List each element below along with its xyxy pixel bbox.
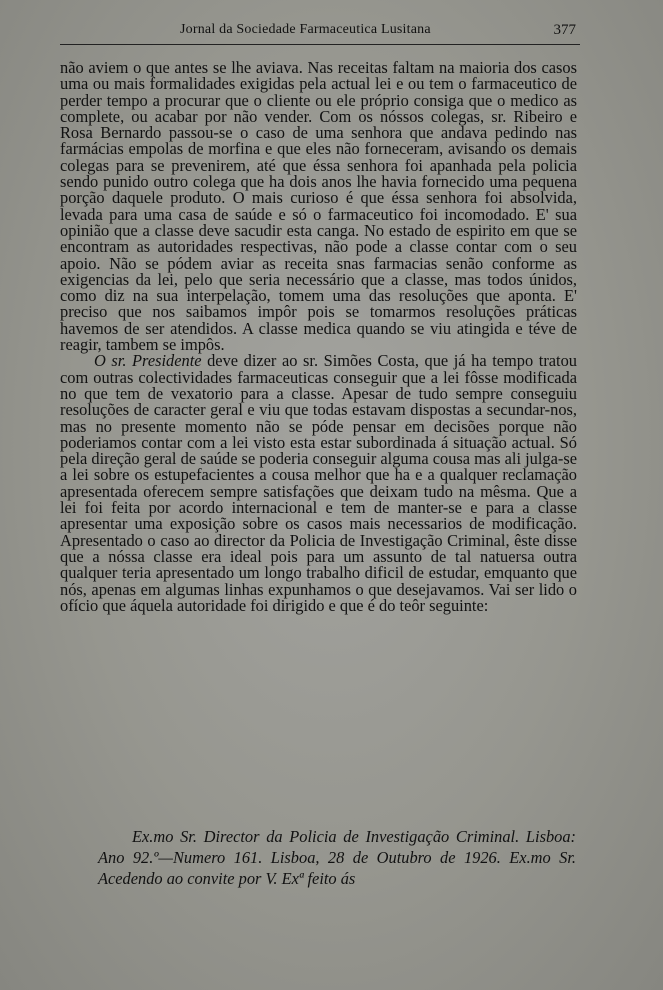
paragraph-2-text: deve dizer ao sr. Simões Costa, que já ha tempo tratou com outras colectividades farmaceuticas conseguir que a lei fôsse modificada no que tem de vexatorio para a classe. Apesar de tudo sempre conseguiu resoluções de caracter geral e viu que todas estavam dispostas a secundar-nos, mas no presente momento não se póde pensar em decisões porque não poderiamos contar com a lei visto esta estar subordinada á situação actual. Só pela direção geral de saúde se poderia conseguir alguma cousa mas ali julga-se a lei sobre os estupefacientes a cousa melhor que ha e a qualquer reclamação apresentada oferecem sempre satisfações que deixam tudo na mêsma. Que a lei foi feita por acordo internacional e tem de manter-se e para a classe apresentar uma exposição sobre os casos mais necessarios de modificação. Apresentado o caso ao director da Policia de Investigação Criminal, êste disse que a nóssa classe era ideal pois para um assunto de tal natuersa outra qualquer teria apresentado um longo trabalho dificil de estudar, emquanto que nós, apenas em algumas linhas expunhamos o que desejavamos. Vai ser lido o ofício que áquela autoridade foi dirigido e que é do teôr seguinte: [60, 351, 578, 615]
running-title: Jornal da Sociedade Farmaceutica Lusitana [180, 22, 431, 37]
paragraph-1: não aviem o que antes se lhe aviava. Nas receitas faltam na maioria dos casos uma ou mais formalidades exigidas pela actual lei e ou tem o farmaceutico de perder tempo a procurar que o cliente ou ele próprio consiga que o medico as complete, ou acabar por não vender. Com os nóssos colegas, sr. Ribeiro e Rosa Bernardo passou-se o caso de uma senhora que andava pedindo nas farmácias empolas de morfina e que eles não forneceram, avisando os demais colegas para se prevenirem, até que éssa senhora foi apanhada pela policia sendo punido outro colega que ha dois anos lhe havia fornecido uma pequena porção daquele produto. O mais curioso é que éssa senhora foi absolvida, levada para uma casa de saúde e só o farmaceutico foi incomodado. E' sua opinião que a classe deve sacudir esta canga. No estado de espirito em que se encontram as autoridades respectivas, não pode a classe contar com o seu apoio. Não se pódem aviar as receita snas farmacias senão conforme as exigencias da lei, pelo que seria necessário que a classe, mas todos únidos, como diz na sua interpelação, tomem uma das resoluções que aponta. E' preciso que nos saibamos impôr pois se tomarmos resoluções práticas havemos de ser atendidos. A classe medica quando se viu atingida e téve de reagir, tambem se impôs. [60, 58, 577, 355]
quoted-letter [98, 826, 576, 889]
page-header [60, 20, 580, 45]
article-body [60, 60, 577, 614]
speaker-name: O sr. Presidente [94, 351, 202, 371]
page-number: 377 [553, 22, 576, 38]
paragraph-2 [60, 353, 577, 614]
letter-text: Ex.mo Sr. Director da Policia de Investigação Criminal. Lisboa: Ano 92.º—Numero 161. Lisboa, 28 de Outubro de 1926. Ex.mo Sr. Acedendo ao convite por V. Exª feito ás [98, 827, 576, 888]
